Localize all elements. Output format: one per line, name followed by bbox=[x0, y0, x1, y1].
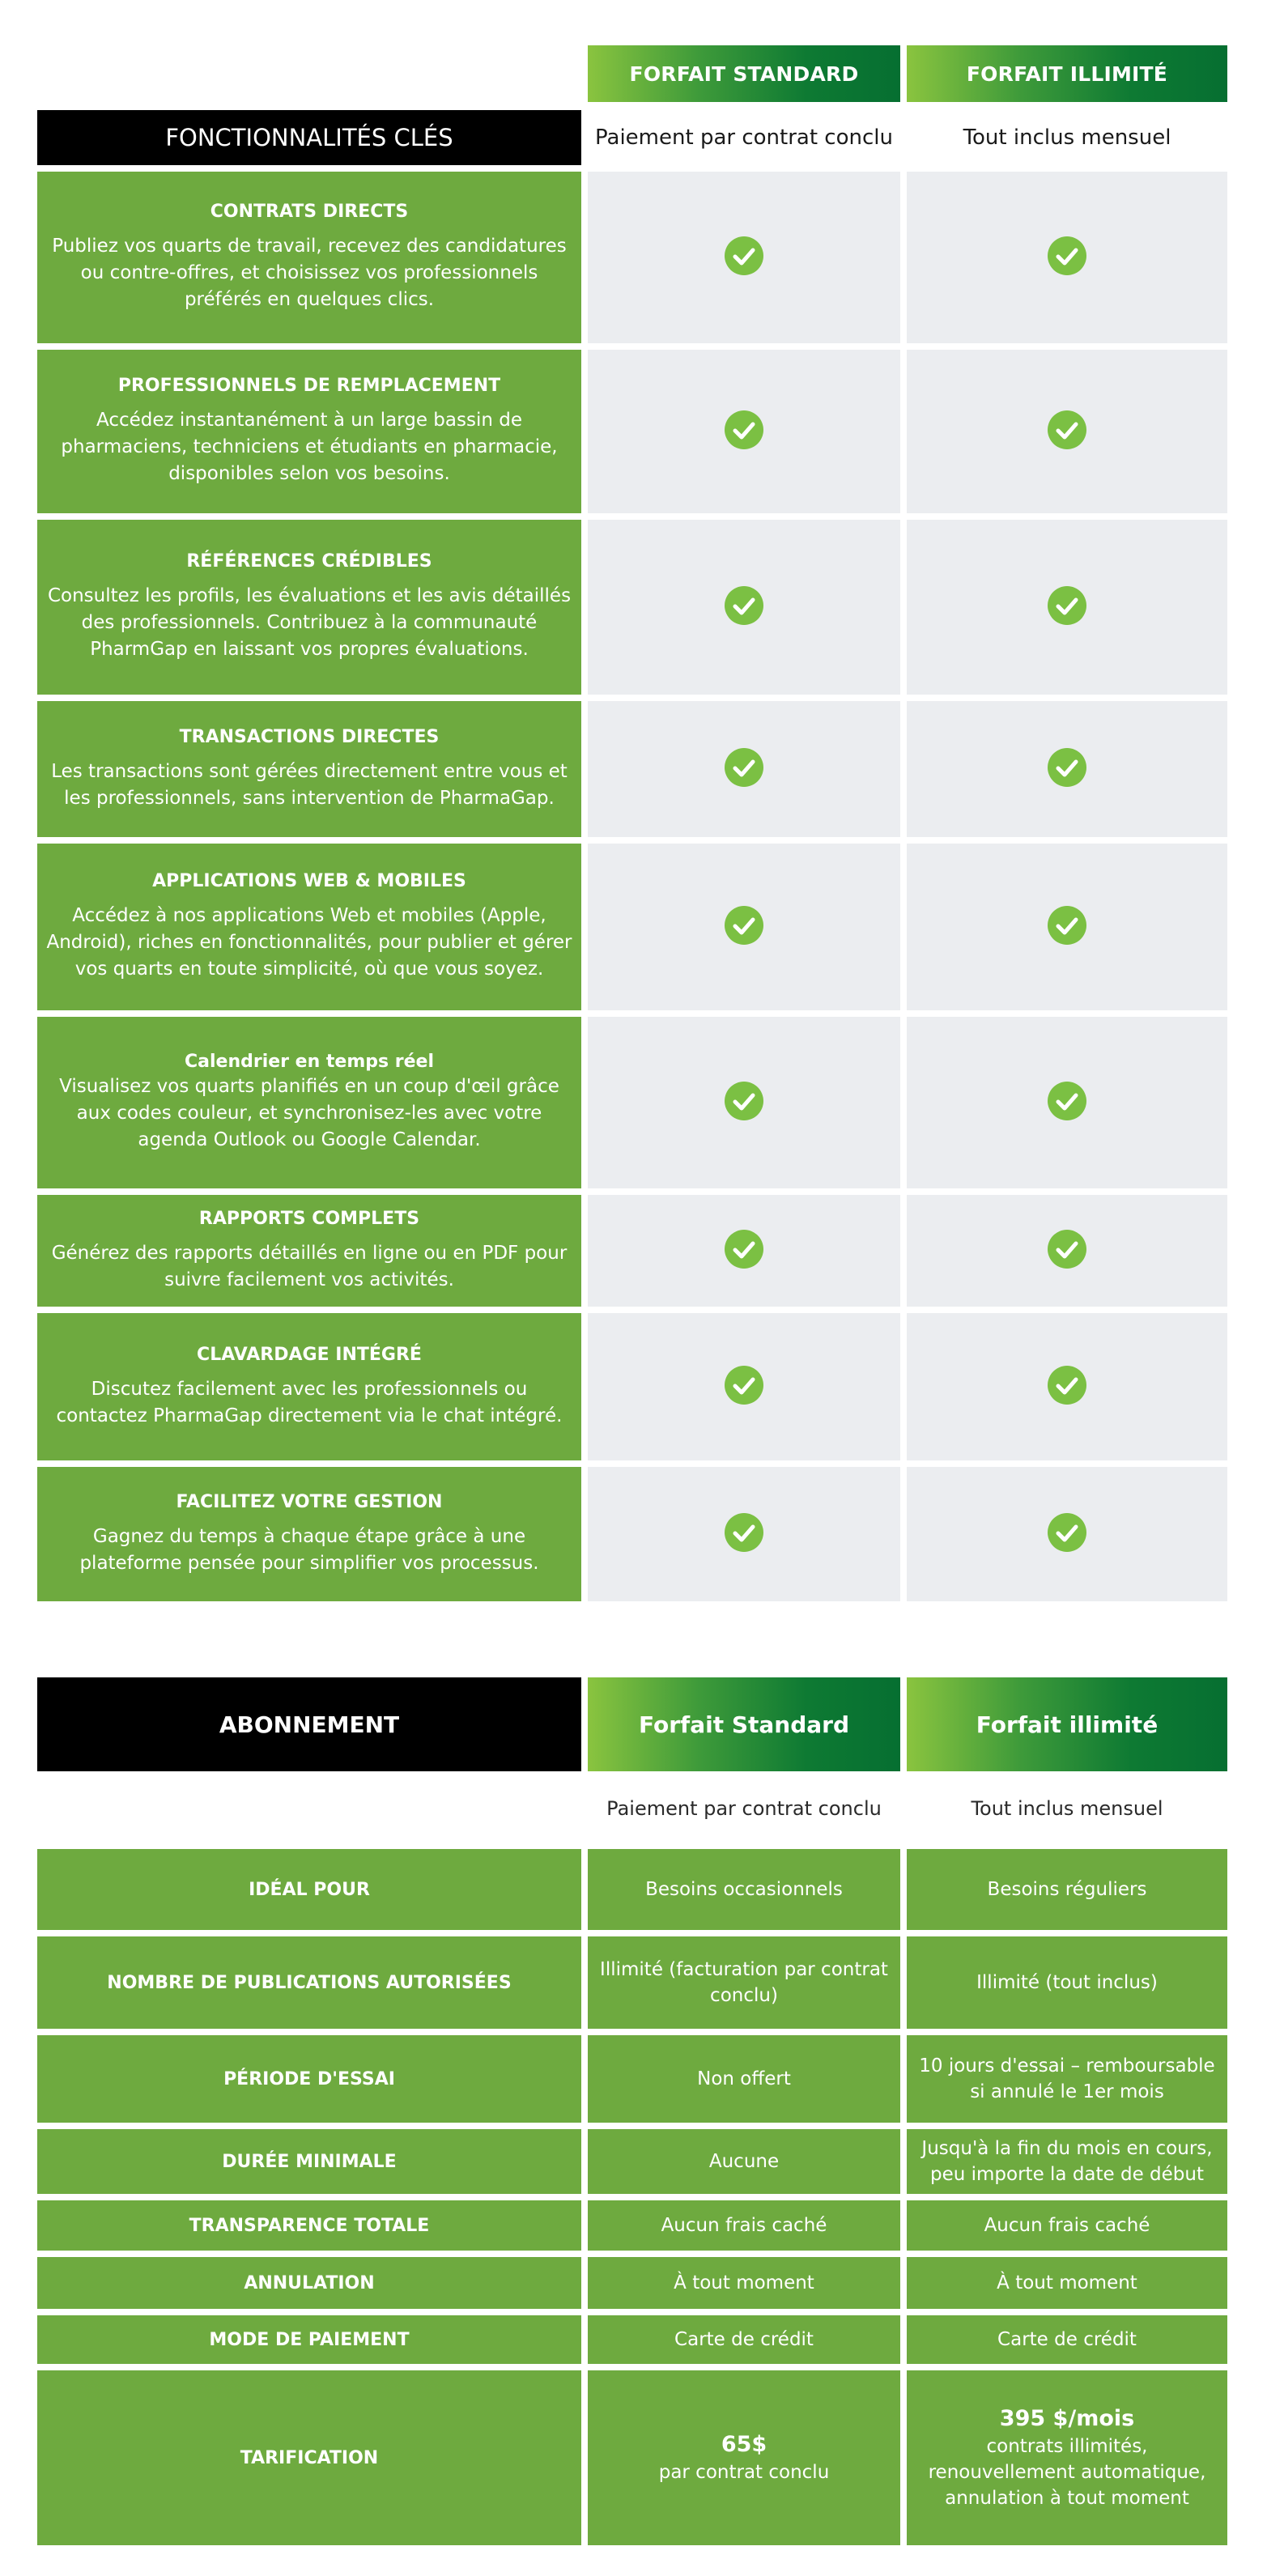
feature-cell-unlimited bbox=[907, 701, 1227, 837]
price-unlimited: 395 $/mois bbox=[999, 2406, 1135, 2431]
plan-subtitle-unlimited: Tout inclus mensuel bbox=[971, 1797, 1163, 1820]
feature-description: Discutez facilement avec les professionnels ou contactez PharmaGap directement via le chat intégré. bbox=[56, 1378, 563, 1426]
feature-row-label bbox=[37, 1017, 581, 1188]
check-icon bbox=[1048, 236, 1086, 278]
feature-title: Calendrier en temps réel bbox=[184, 1052, 435, 1072]
feature-row-label bbox=[37, 350, 581, 513]
feature-title: TRANSACTIONS DIRECTES bbox=[179, 726, 440, 747]
row-value-standard: Besoins occasionnels bbox=[588, 1849, 900, 1930]
check-icon bbox=[725, 1230, 763, 1272]
check-icon bbox=[1048, 1366, 1086, 1408]
feature-row-label bbox=[37, 844, 581, 1010]
feature-title: FACILITEZ VOTRE GESTION bbox=[176, 1491, 443, 1512]
feature-description: Gagnez du temps à chaque étape grâce à une plateforme pensée pour simplifier vos processus. bbox=[79, 1525, 539, 1574]
price-standard: 65$ bbox=[721, 2432, 767, 2457]
row-value-standard: Non offert bbox=[588, 2035, 900, 2123]
plan-subtitle-unlimited: Tout inclus mensuel bbox=[963, 125, 1171, 150]
feature-description: Les transactions sont gérées directement entre vous et les professionnels, sans intervention de PharmaGap. bbox=[51, 760, 568, 809]
plan-header-unlimited: FORFAIT ILLIMITÉ bbox=[907, 45, 1227, 102]
check-icon bbox=[725, 748, 763, 790]
feature-cell-standard bbox=[588, 844, 900, 1010]
row-label: DURÉE MINIMALE bbox=[37, 2129, 581, 2194]
plan-header-standard: FORFAIT STANDARD bbox=[588, 45, 900, 102]
check-icon bbox=[725, 410, 763, 453]
feature-row-label bbox=[37, 520, 581, 695]
feature-row-label bbox=[37, 1313, 581, 1460]
plan-header-unlimited: Forfait illimité bbox=[907, 1677, 1227, 1771]
feature-cell-unlimited bbox=[907, 520, 1227, 695]
row-value-standard: Carte de crédit bbox=[588, 2315, 900, 2364]
feature-cell-unlimited bbox=[907, 172, 1227, 343]
feature-cell-unlimited bbox=[907, 1195, 1227, 1307]
feature-cell-unlimited bbox=[907, 1017, 1227, 1188]
feature-cell-standard bbox=[588, 1313, 900, 1460]
feature-row-label bbox=[37, 172, 581, 343]
check-icon bbox=[1048, 1513, 1086, 1555]
feature-description: Visualisez vos quarts planifiés en un coup d'œil grâce aux codes couleur, et synchronisez-les avec votre agenda Outlook ou Google Calendar. bbox=[59, 1076, 559, 1150]
pricing-unlimited bbox=[907, 2370, 1227, 2545]
feature-description: Publiez vos quarts de travail, recevez des candidatures ou contre-offres, et choisissez vos professionnels préférés en quelques clics. bbox=[52, 236, 567, 310]
feature-cell-standard bbox=[588, 1467, 900, 1601]
check-icon bbox=[725, 906, 763, 948]
row-value-standard: Aucun frais caché bbox=[588, 2200, 900, 2251]
row-label: MODE DE PAIEMENT bbox=[37, 2315, 581, 2364]
feature-row-label bbox=[37, 1195, 581, 1307]
feature-title: APPLICATIONS WEB & MOBILES bbox=[152, 871, 466, 891]
plan-header-standard: Forfait Standard bbox=[588, 1677, 900, 1771]
row-label: TRANSPARENCE TOTALE bbox=[37, 2200, 581, 2251]
check-icon bbox=[725, 1513, 763, 1555]
feature-cell-unlimited bbox=[907, 1313, 1227, 1460]
check-icon bbox=[725, 586, 763, 628]
row-value-unlimited: À tout moment bbox=[907, 2257, 1227, 2309]
feature-cell-standard bbox=[588, 172, 900, 343]
feature-row-label bbox=[37, 701, 581, 837]
row-value-unlimited: Illimité (tout inclus) bbox=[907, 1936, 1227, 2029]
pricing-standard bbox=[588, 2370, 900, 2545]
feature-description: Accédez à nos applications Web et mobiles (Apple, Android), riches en fonctionnalités, pour publier et gérer vos quarts en toute simplicité, où que vous soyez. bbox=[46, 905, 572, 980]
check-icon bbox=[1048, 748, 1086, 790]
feature-cell-standard bbox=[588, 1017, 900, 1188]
check-icon bbox=[725, 1082, 763, 1124]
row-value-unlimited: Aucun frais caché bbox=[907, 2200, 1227, 2251]
row-label: IDÉAL POUR bbox=[37, 1849, 581, 1930]
feature-title: CONTRATS DIRECTS bbox=[210, 202, 409, 222]
row-value-unlimited: Carte de crédit bbox=[907, 2315, 1227, 2364]
row-value-unlimited: Jusqu'à la fin du mois en cours, peu importe la date de début bbox=[907, 2129, 1227, 2194]
check-icon bbox=[725, 1366, 763, 1408]
check-icon bbox=[1048, 586, 1086, 628]
check-icon bbox=[725, 236, 763, 278]
plan-subtitle-standard: Paiement par contrat conclu bbox=[595, 125, 893, 150]
feature-description: Générez des rapports détaillés en ligne ou en PDF pour suivre facilement vos activités. bbox=[51, 1242, 568, 1290]
row-value-unlimited: Besoins réguliers bbox=[907, 1849, 1227, 1930]
feature-cell-unlimited bbox=[907, 350, 1227, 513]
plan-subtitle-standard: Paiement par contrat conclu bbox=[606, 1797, 882, 1820]
feature-cell-standard bbox=[588, 1195, 900, 1307]
check-icon bbox=[1048, 1230, 1086, 1272]
price-standard-note: par contrat conclu bbox=[658, 2462, 830, 2483]
feature-description: Accédez instantanément à un large bassin de pharmaciens, techniciens et étudiants en pharmacie, disponibles selon vos besoins. bbox=[61, 410, 558, 484]
row-label: NOMBRE DE PUBLICATIONS AUTORISÉES bbox=[37, 1936, 581, 2029]
feature-cell-unlimited bbox=[907, 844, 1227, 1010]
row-value-unlimited: 10 jours d'essai – remboursable si annulé le 1er mois bbox=[907, 2035, 1227, 2123]
feature-row-label bbox=[37, 1467, 581, 1601]
check-icon bbox=[1048, 410, 1086, 453]
feature-description: Consultez les profils, les évaluations et les avis détaillés des professionnels. Contribuez à la communauté PharmGap en laissant vos propres évaluations. bbox=[47, 585, 572, 660]
check-icon bbox=[1048, 906, 1086, 948]
row-value-standard: Illimité (facturation par contrat conclu) bbox=[588, 1936, 900, 2029]
pricing-label: TARIFICATION bbox=[37, 2370, 581, 2545]
row-label: ANNULATION bbox=[37, 2257, 581, 2309]
price-unlimited-note: contrats illimités, renouvellement automatique, annulation à tout moment bbox=[928, 2436, 1206, 2509]
feature-cell-standard bbox=[588, 350, 900, 513]
subscription-header: ABONNEMENT bbox=[37, 1677, 581, 1771]
feature-title: CLAVARDAGE INTÉGRÉ bbox=[197, 1344, 422, 1365]
feature-cell-standard bbox=[588, 701, 900, 837]
feature-cell-standard bbox=[588, 520, 900, 695]
feature-title: RÉFÉRENCES CRÉDIBLES bbox=[186, 551, 432, 572]
row-value-standard: Aucune bbox=[588, 2129, 900, 2194]
feature-title: PROFESSIONNELS DE REMPLACEMENT bbox=[117, 376, 501, 396]
feature-title: RAPPORTS COMPLETS bbox=[198, 1208, 420, 1229]
feature-cell-unlimited bbox=[907, 1467, 1227, 1601]
features-header: FONCTIONNALITÉS CLÉS bbox=[37, 110, 581, 165]
row-label: PÉRIODE D'ESSAI bbox=[37, 2035, 581, 2123]
row-value-standard: À tout moment bbox=[588, 2257, 900, 2309]
check-icon bbox=[1048, 1082, 1086, 1124]
